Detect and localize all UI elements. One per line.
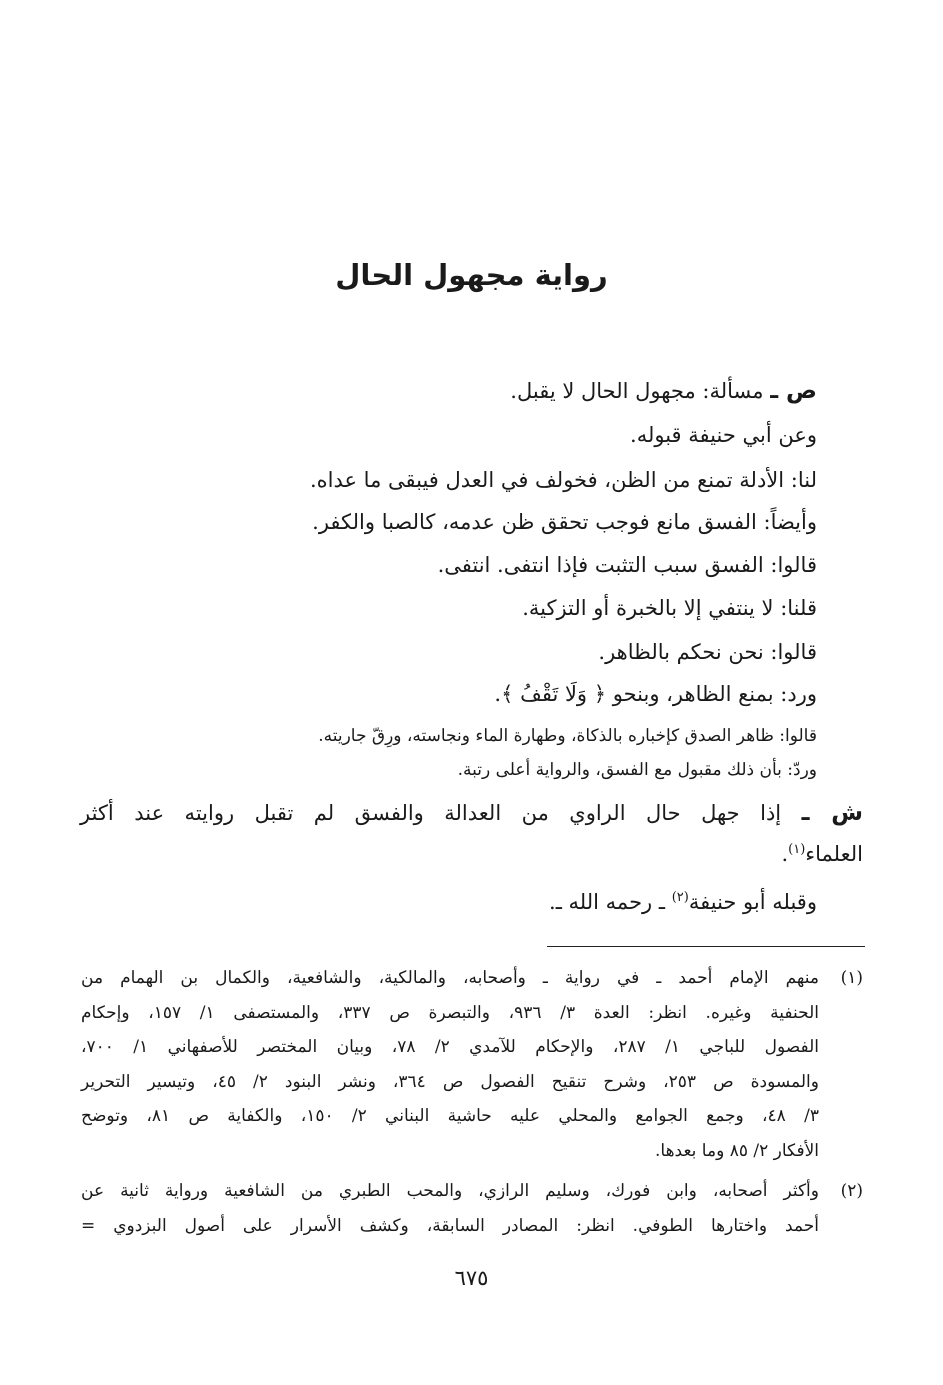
- sharh-line-2-end: .: [781, 842, 789, 866]
- matn-small-line-2: وردّ: بأن ذلك مقبول مع الفسق، والرواية أعلى رتبة.: [457, 760, 817, 780]
- footnote-ref-1[interactable]: (١): [788, 842, 806, 857]
- footnote-1-number: (١): [840, 968, 863, 988]
- footnote-2-line-2: أحمد واختارها الطوفي. انظر: المصادر السابقة، وكشف الأسرار على أصول البزدوي =: [81, 1216, 819, 1236]
- footnote-1-line-5: ٣/ ٤٨، وجمع الجوامع والمحلي عليه حاشية البناني ٢/ ١٥٠، والكفاية ص ٨١، وتوضح: [81, 1106, 819, 1126]
- matn-line-6: قلنا: لا ينتفي إلا بالخبرة أو التزكية.: [522, 596, 817, 620]
- matn-marker: ص ـ: [770, 378, 817, 404]
- matn-small-line-1: قالوا: ظاهر الصدق كإخباره بالذكاة، وطهارة الماء ونجاسته، ورِقّ جاريته.: [318, 726, 817, 746]
- footnote-ref-2[interactable]: (٢): [671, 890, 689, 905]
- matn-line-8: ورد: بمنع الظاهر، وبنحو ﴿ وَلَا تَقْفُ ﴾.: [494, 682, 817, 706]
- footnote-2-line-1: وأكثر أصحابه، وابن فورك، وسليم الرازي، والمحب الطبري من الشافعية ورواية ثانية عن: [81, 1181, 819, 1201]
- footnote-1-line-4: والمسودة ص ٢٥٣، وشرح تنقيح الفصول ص ٣٦٤، ونشر البنود ٢/ ٤٥، وتيسير التحرير: [81, 1072, 819, 1092]
- sharh-line-3: [549, 890, 817, 914]
- sharh-line-text: إذا جهل حال الراوي من العدالة والفسق لم تقبل روايته عند أكثر: [80, 801, 782, 825]
- footnote-1-line-3: الفصول للباجي ١/ ٢٨٧، والإحكام للآمدي ٢/ ٧٨، وبيان المختصر للأصفهاني ١/ ٧٠٠،: [81, 1037, 819, 1057]
- section-title: رواية مجهول الحال: [335, 258, 608, 292]
- matn-line-4: وأيضاً: الفسق مانع فوجب تحقق ظن عدمه، كالصبا والكفر.: [312, 510, 817, 534]
- matn-line-2: وعن أبي حنيفة قبوله.: [630, 423, 817, 447]
- footnote-separator: [547, 946, 865, 947]
- sharh-line-3-text: وقبله أبو حنيفة: [688, 890, 817, 914]
- matn-line-5: قالوا: الفسق سبب التثبت فإذا انتفى. انتفى.: [437, 553, 817, 577]
- sharh-line-2-text: العلماء: [805, 842, 863, 866]
- matn-line-7: قالوا: نحن نحكم بالظاهر.: [598, 640, 817, 664]
- sharh-line-2: [781, 842, 863, 866]
- matn-line-1: [510, 378, 817, 404]
- page-number: ٦٧٥: [454, 1266, 489, 1290]
- sharh-line-3-end: ـ رحمه الله ـ.: [549, 890, 672, 914]
- footnote-1-line-2: الحنفية وغيره. انظر: العدة ٣/ ٩٣٦، والتبصرة ص ٣٣٧، والمستصفى ١/ ١٥٧، وإحكام: [81, 1003, 819, 1023]
- footnote-1-line-6: الأفكار ٢/ ٨٥ وما بعدها.: [655, 1141, 819, 1161]
- footnote-1-line-1: منهم الإمام أحمد ـ في رواية ـ وأصحابه، والمالكية، والشافعية، والكمال بن الهمام من: [81, 968, 819, 988]
- matn-line-3: لنا: الأدلة تمنع من الظن، فخولف في العدل فيبقى ما عداه.: [309, 468, 817, 492]
- matn-line-text: مسألة: مجهول الحال لا يقبل.: [510, 379, 764, 403]
- sharh-line-1: [80, 800, 863, 826]
- sharh-marker: ش ـ: [801, 800, 863, 826]
- footnote-2-number: (٢): [840, 1181, 863, 1201]
